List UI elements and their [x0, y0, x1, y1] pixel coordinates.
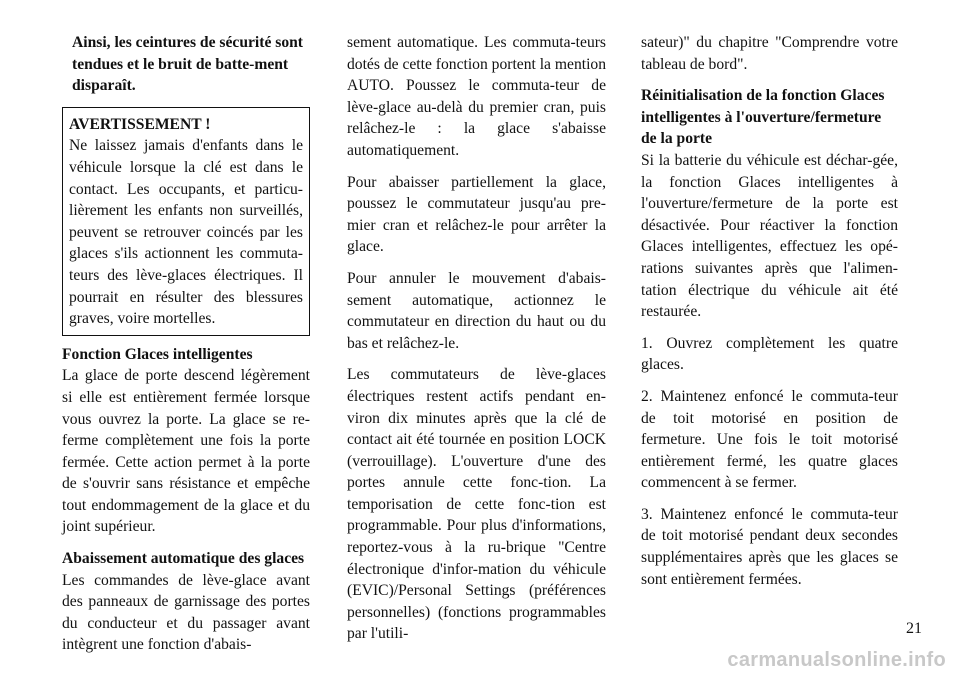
warning-title: AVERTISSEMENT !: [69, 115, 211, 133]
paragraph: Pour annuler le mouvement d'abais-sement automatique, actionnez le commutateur en direction du haut ou du bas et relâchez-le.: [347, 269, 606, 352]
section-text-auto-down: Les commandes de lève-glace avant des panneaux de garnissage des portes du conducteur et du passager avant intègrent une fonction d'abais-: [62, 571, 310, 654]
warning-text: Ne laissez jamais d'enfants dans le véhicule lorsque la clé est dans le contact. Les occupants, et particu-lièrement les enfants non surveillés, peuvent se retrouver coincés par les glaces s'ils actionnent les commuta-teurs des lève-glaces électriques. Il pourrait en résulter des blessures graves, voire mortelles.: [69, 137, 303, 328]
step-item: 3. Maintenez enfoncé le commuta-teur de toit motorisé pendant deux secondes supplémentaires après que les glaces se sont entièrement fermées.: [641, 505, 898, 588]
step-item: 1. Ouvrez complètement les quatre glaces.: [641, 334, 898, 374]
section-text-smart-windows: La glace de porte descend légèrement si elle est entièrement fermée lorsque vous ouvrez la porte. La glace se re-ferme complètement une fois la porte fermée. Cette action permet à la porte de s'ouvrir sans résistance et empêche tout endommagement de la glace et du joint supérieur.: [62, 367, 310, 536]
column-right: [641, 32, 898, 590]
step-item: 2. Maintenez enfoncé le commuta-teur de toit motorisé en position de fermeture. Une fois le toit motorisé entièrement fermé, les quatre glaces commencent à se fermer.: [641, 387, 898, 492]
section-heading-smart-windows: Fonction Glaces intelligentes: [62, 345, 253, 363]
section-heading-auto-down: Abaissement automatique des glaces: [62, 550, 305, 568]
column-middle: [347, 32, 606, 645]
paragraph: Pour abaisser partiellement la glace, poussez le commutateur jusqu'au pre-mier cran et relâchez-le pour arrêter la glace.: [347, 173, 606, 256]
section-text-reset: Si la batterie du véhicule est déchar-gée, la fonction Glaces intelligentes à l'ouverture/fermeture de la porte est désactivée. Pour réactiver la fonction Glaces intelligentes, effectuez les opé-rations suivantes après que l'alimen-tation électrique du véhicule ait été restaurée.: [641, 151, 898, 321]
paragraph: sement automatique. Les commuta-teurs dotés de cette fonction portent la mention AUTO. Poussez le commuta-teur de lève-glace au-delà du premier cran, puis relâchez-le : la glace s'abaisse automatiquement.: [347, 34, 606, 159]
page-number: 21: [906, 620, 922, 637]
column-left: [62, 32, 310, 656]
intro-bold-text: Ainsi, les ceintures de sécurité sont tendues et le bruit de batte-ment disparaît.: [72, 34, 303, 95]
paragraph: sateur)" du chapitre "Comprendre votre tableau de bord".: [641, 34, 898, 73]
watermark: carmanualsonline.info: [727, 649, 946, 671]
warning-box: [62, 107, 310, 336]
paragraph: Les commutateurs de lève-glaces électriques restent actifs pendant en-viron dix minutes après que la clé de contact ait été tournée en position LOCK (verrouillage). L'ouverture d'une des portes annule cette fonc-tion. La temporisation de cette fonc-tion est programmable. Pour plus d'informations, reportez-vous à la ru-brique "Centre électronique d'infor-mation du véhicule (EVIC)/Personal Settings (préférences personnelles) (fonctions programmables par l'utili-: [347, 366, 606, 643]
section-heading-reset: Réinitialisation de la fonction Glaces intelligentes à l'ouverture/fermeture de la porte: [641, 87, 885, 148]
